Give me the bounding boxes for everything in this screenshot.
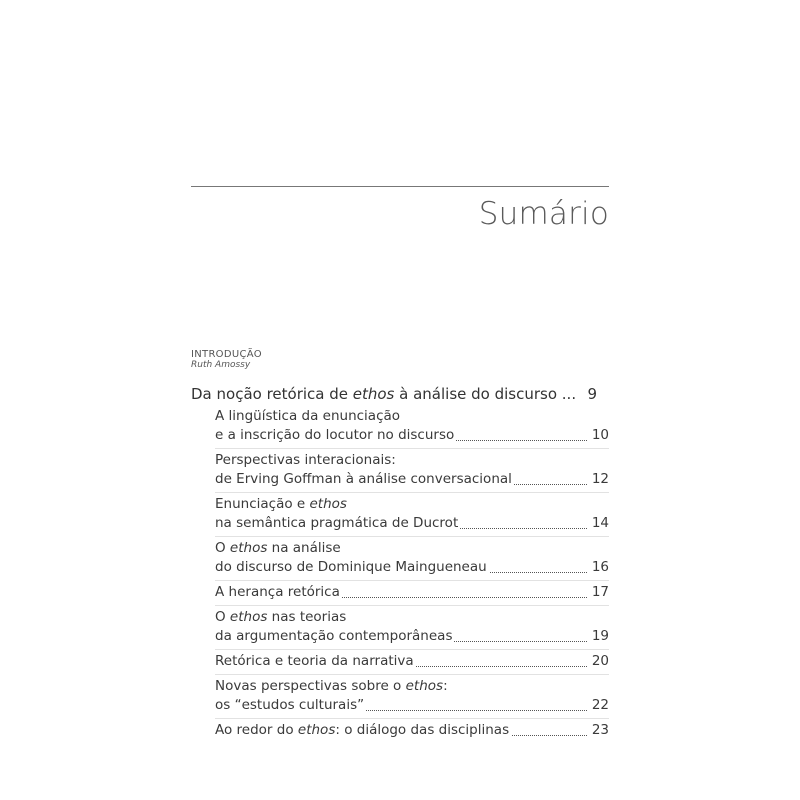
- toc-entry-page: 16: [591, 559, 609, 575]
- toc-entry-line1-em: ethos: [309, 496, 347, 512]
- toc-main-page: 9: [587, 385, 597, 403]
- toc-entry-line1-post: na análise: [267, 540, 341, 556]
- toc-entry-line1: Perspectivas interacionais:: [215, 452, 396, 468]
- toc-entry-line2-em: ethos: [297, 722, 336, 738]
- toc-main-prefix: Da noção retórica de: [191, 385, 353, 403]
- toc-entry-line1-post: :: [443, 678, 448, 694]
- toc-entry-line2: os “estudos culturais”: [215, 697, 365, 713]
- section-author: Ruth Amossy: [191, 360, 251, 370]
- toc-entry-line1-em: ethos: [405, 678, 444, 694]
- toc-entry-page: 20: [591, 653, 609, 669]
- toc-entry-line1-em: ethos: [229, 609, 268, 625]
- toc-entry-line1-pre: O: [215, 540, 230, 556]
- toc-entry-line2: de Erving Goffman à análise conversacional: [215, 471, 512, 487]
- header-rule: [191, 186, 609, 187]
- toc-entry-line1-pre: Enunciação e: [215, 496, 310, 512]
- toc-entry[interactable]: [215, 451, 609, 493]
- toc-entry-line2: da argumentação contemporâneas: [215, 628, 453, 644]
- toc-entry-page: 23: [591, 722, 609, 738]
- toc-entry[interactable]: [215, 495, 609, 537]
- section-label: INTRODUÇÃO: [191, 349, 262, 360]
- toc-list: [215, 407, 609, 745]
- toc-entry-page: 12: [591, 471, 609, 487]
- toc-entry-page: 22: [591, 697, 609, 713]
- toc-entry-line2: Retórica e teoria da narrativa: [215, 653, 414, 669]
- toc-entry[interactable]: [215, 721, 609, 743]
- toc-entry[interactable]: [215, 677, 609, 719]
- toc-entry-line2: e a inscrição do locutor no discurso: [215, 427, 455, 443]
- toc-entry-page: 19: [591, 628, 609, 644]
- page-title: Sumário: [478, 196, 609, 232]
- toc-entry-line2-pre: Ao redor do: [215, 722, 298, 738]
- toc-entry-line2: na semântica pragmática de Ducrot: [215, 515, 459, 531]
- toc-main-entry[interactable]: [191, 385, 609, 403]
- toc-entry-line1: A lingüística da enunciação: [215, 408, 401, 424]
- toc-entry[interactable]: [215, 608, 609, 650]
- toc-entry-line1-em: ethos: [229, 540, 268, 556]
- toc-entry-line1-post: nas teorias: [267, 609, 347, 625]
- toc-entry-page: 17: [591, 584, 609, 600]
- toc-entry-line1-pre: O: [215, 609, 230, 625]
- toc-entry[interactable]: [215, 407, 609, 449]
- toc-entry-page: 14: [591, 515, 609, 531]
- toc-main-em: ethos: [352, 385, 395, 403]
- toc-main-suffix: à análise do discurso ...: [394, 385, 577, 403]
- toc-entry-line2-post: : o diálogo das disciplinas: [335, 722, 510, 738]
- toc-entry[interactable]: [215, 652, 609, 675]
- toc-entry[interactable]: [215, 583, 609, 606]
- toc-entry-page: 10: [591, 427, 609, 443]
- toc-entry-line1-pre: Novas perspectivas sobre o: [215, 678, 406, 694]
- toc-entry-line2: A herança retórica: [215, 584, 340, 600]
- toc-entry[interactable]: [215, 539, 609, 581]
- toc-entry-line2: do discurso de Dominique Maingueneau: [215, 559, 487, 575]
